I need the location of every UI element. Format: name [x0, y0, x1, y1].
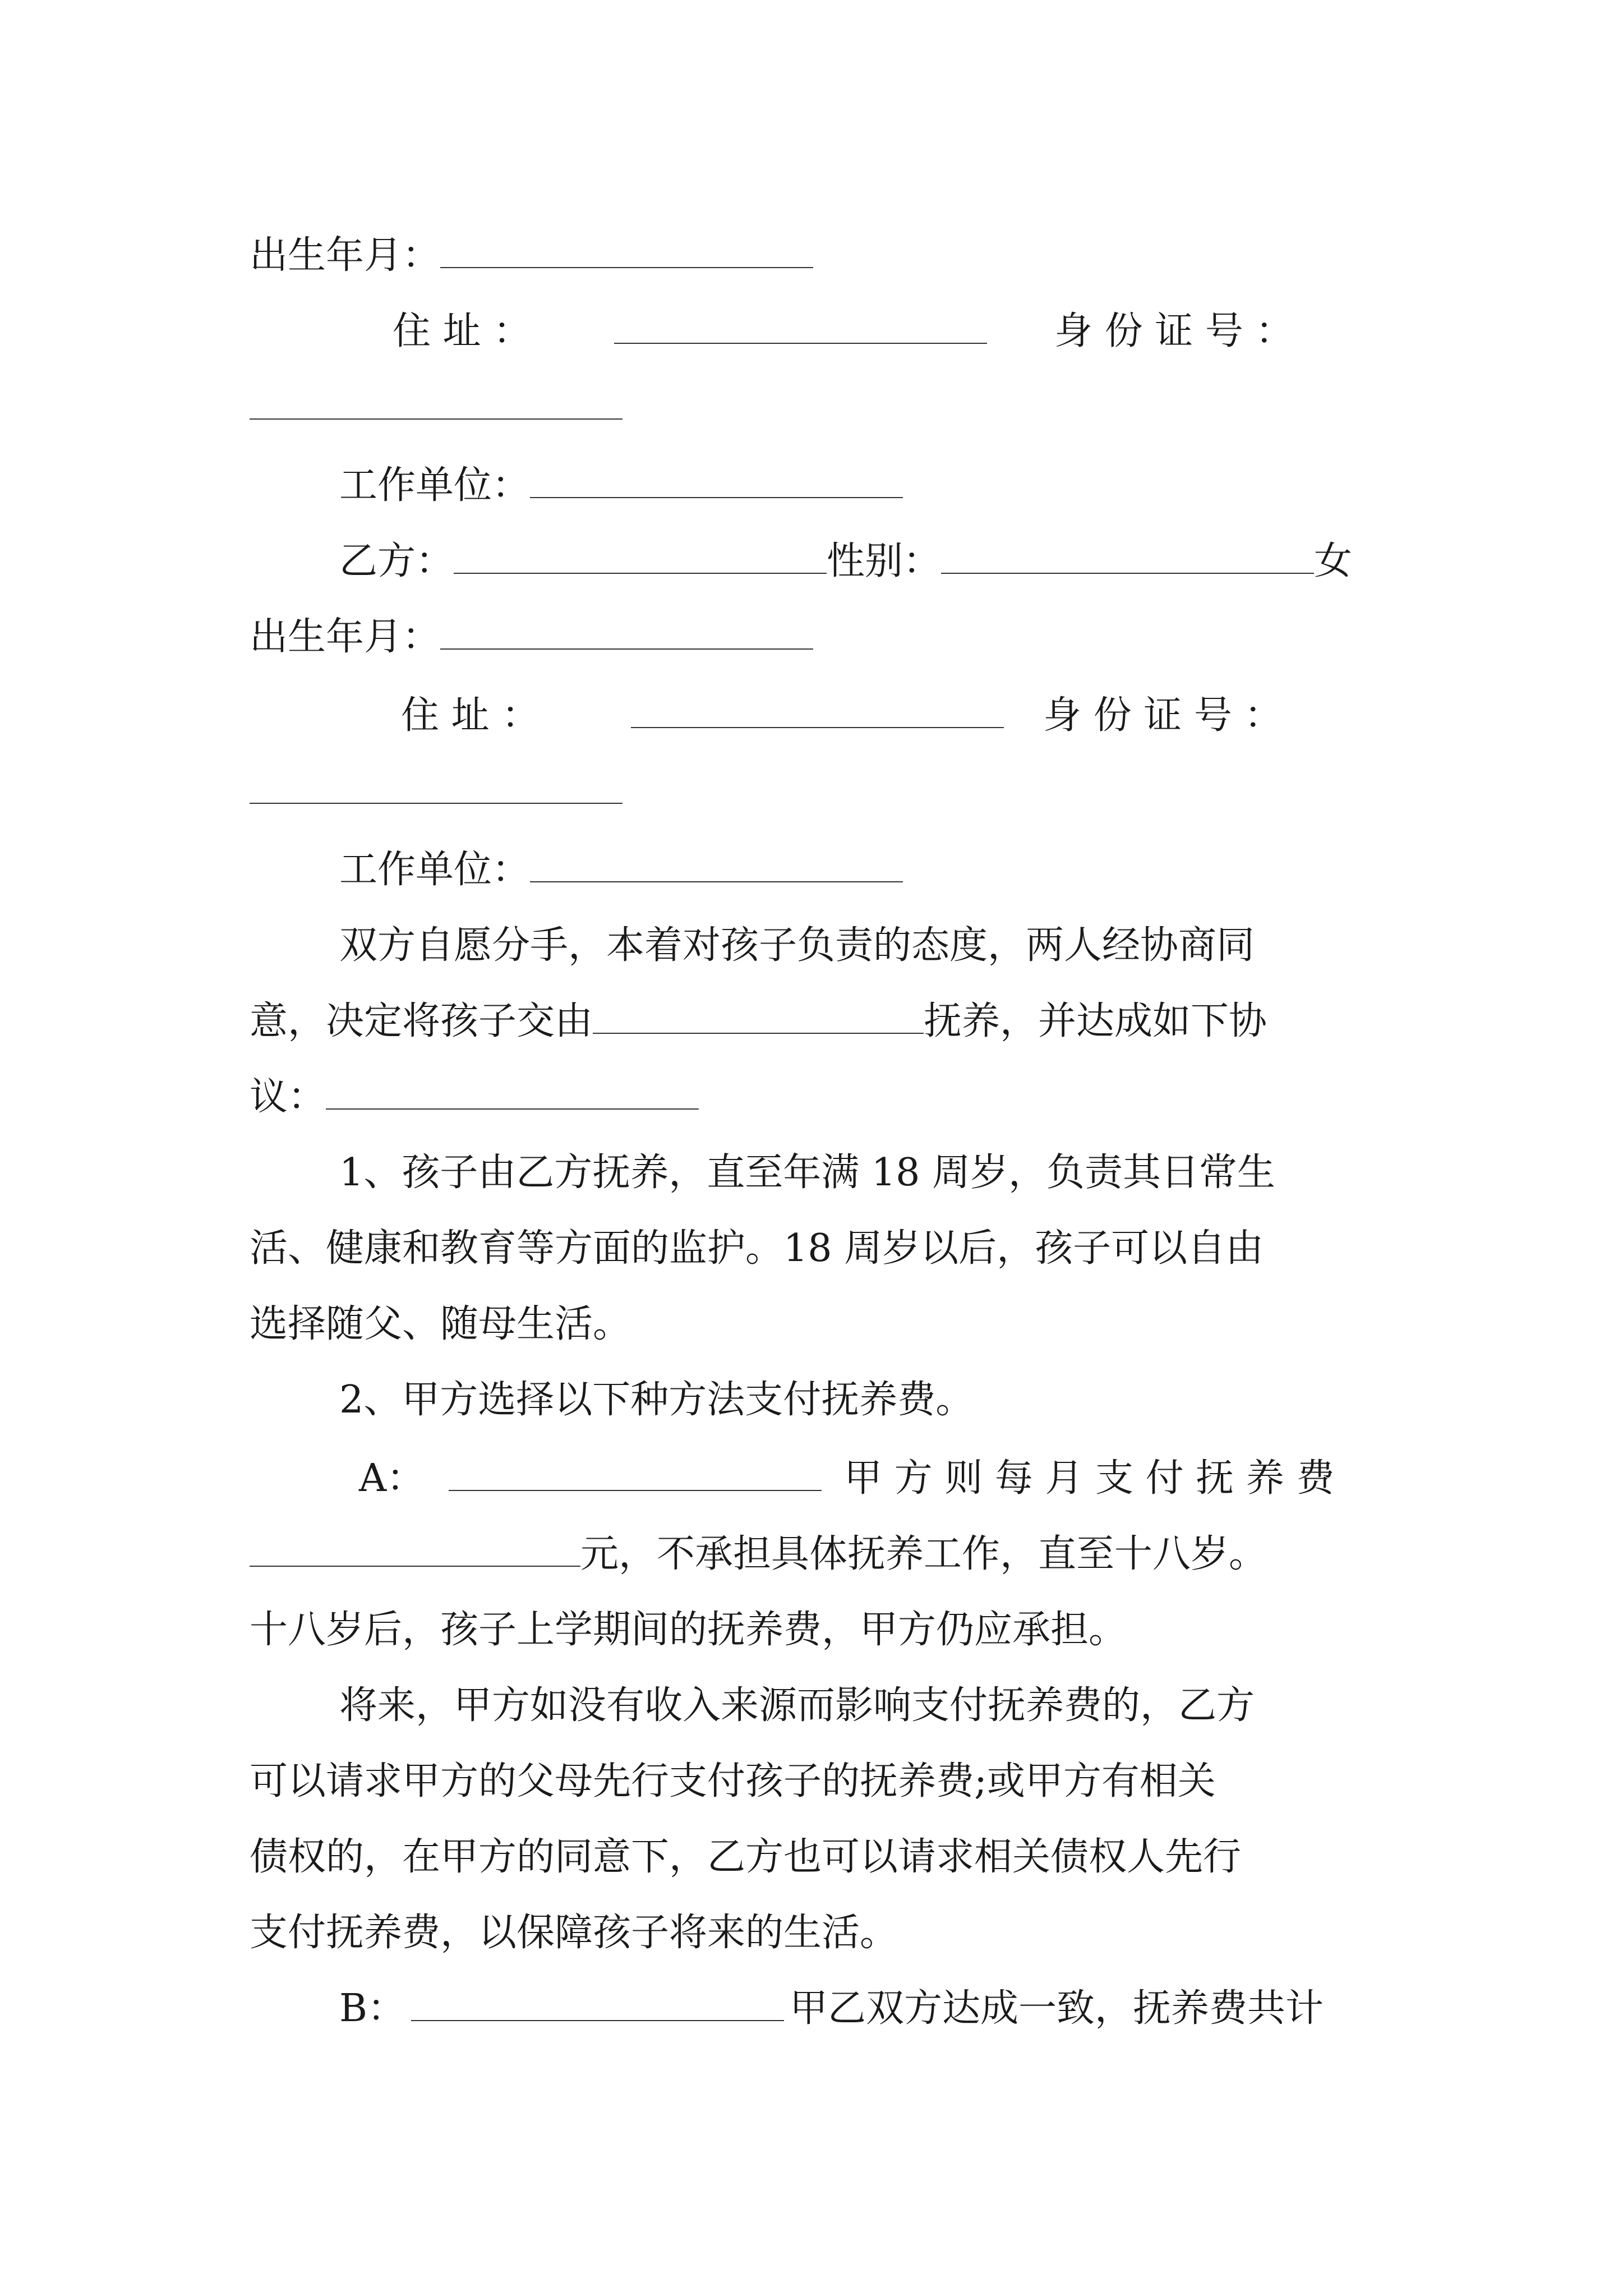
option-a-line-2: [250, 1512, 1267, 1576]
birth-date-blank[interactable]: [440, 648, 813, 650]
work-unit-line-2: [339, 827, 903, 892]
address-label: 住 址 ：: [393, 309, 532, 353]
paragraph-text: 将来，甲方如没有收入来源而影响支付抚养费的，乙方: [339, 1683, 1255, 1728]
option-a-blank-line: [449, 1436, 822, 1498]
paragraph-intro-line-2: [250, 979, 1267, 1041]
custodian-blank[interactable]: [593, 1033, 924, 1034]
option-a-label: A：: [359, 1456, 425, 1501]
address-blank[interactable]: [631, 727, 1004, 728]
gender-label: 性别：: [827, 539, 942, 583]
option-b-blank[interactable]: [411, 2020, 784, 2021]
option-a-line-3: [250, 1588, 1127, 1652]
clause-2-line: [339, 1358, 974, 1422]
work-unit-label: 工作单位：: [339, 848, 531, 892]
gender-value: 女: [1314, 539, 1353, 583]
agreement-blank[interactable]: [326, 1108, 699, 1110]
option-b-text: 甲乙双方达成一致，抚养费共计: [789, 1986, 1324, 2031]
id-number-line-2: [1043, 673, 1283, 738]
clause-text: 活、健康和教育等方面的监护。18 周岁以后，孩子可以自由: [250, 1226, 1264, 1271]
option-a-text: 元，不承担具体抚养工作，直至十八岁。: [580, 1532, 1267, 1576]
id-number-line-1: [1054, 289, 1293, 351]
party-b-blank[interactable]: [454, 573, 827, 574]
paragraph-intro-line-1: [339, 903, 1255, 968]
clause-1-line-1: [339, 1130, 1276, 1195]
future-line-4: [250, 1890, 898, 1955]
party-b-line: [339, 519, 1352, 581]
monthly-amount-blank[interactable]: [250, 1566, 580, 1567]
paragraph-text: 可以请求甲方的父母先行支付孩子的抚养费;或甲方有相关: [250, 1759, 1216, 1803]
option-a-text-line: [844, 1436, 1335, 1501]
id-number-label: 身 份 证 号 ：: [1043, 693, 1283, 738]
id-number-label: 身 份 证 号 ：: [1054, 309, 1294, 353]
clause-text: 2、甲方选择以下种方法支付抚养费。: [339, 1378, 974, 1422]
clause-text: 1、孩子由乙方抚养，直至年满 18 周岁，负责其日常生: [339, 1151, 1276, 1195]
birth-date-blank[interactable]: [440, 267, 813, 268]
birth-date-line-1: [250, 213, 813, 278]
option-a-text: 甲 方 则 每 月 支 付 抚 养 费: [844, 1456, 1335, 1501]
birth-date-line-2: [250, 595, 813, 659]
address-blank-line-1: [614, 289, 987, 351]
address-line-1: [393, 289, 531, 351]
address-label: 住 址 ：: [401, 693, 540, 738]
clause-1-line-2: [250, 1206, 1264, 1271]
clause-1-line-3: [250, 1282, 631, 1346]
option-b-line: [339, 1966, 1324, 2031]
option-a-blank[interactable]: [449, 1490, 822, 1491]
birth-date-label: 出生年月：: [250, 615, 441, 659]
address-blank-line-2: [631, 673, 1004, 735]
future-line-2: [250, 1739, 1216, 1801]
future-line-1: [339, 1663, 1255, 1728]
work-unit-line-1: [339, 443, 903, 508]
option-a-text: 十八岁后，孩子上学期间的抚养费，甲方仍应承担。: [250, 1608, 1127, 1652]
id-number-blank-line-1: [250, 365, 623, 426]
option-b-label: B：: [339, 1986, 405, 2031]
id-number-blank[interactable]: [250, 803, 623, 804]
gender-blank[interactable]: [941, 573, 1314, 574]
option-a-line-1: [359, 1436, 425, 1501]
work-unit-label: 工作单位：: [339, 463, 531, 508]
work-unit-blank[interactable]: [530, 881, 903, 882]
paragraph-text: 支付抚养费，以保障孩子将来的生活。: [250, 1911, 898, 1955]
work-unit-blank[interactable]: [530, 497, 903, 498]
address-blank[interactable]: [614, 343, 987, 344]
paragraph-text: 意，决定将孩子交由: [250, 999, 593, 1043]
paragraph-text: 双方自愿分手，本着对孩子负责的态度，两人经协商同: [339, 923, 1255, 968]
paragraph-text: 债权的，在甲方的同意下，乙方也可以请求相关债权人先行: [250, 1835, 1242, 1879]
future-line-3: [250, 1815, 1242, 1879]
paragraph-intro-line-3: [250, 1055, 699, 1119]
party-b-label: 乙方：: [339, 539, 454, 583]
paragraph-text: 议：: [250, 1075, 326, 1119]
id-number-blank-line-2: [250, 749, 623, 811]
id-number-blank[interactable]: [250, 418, 623, 420]
paragraph-text: 抚养，并达成如下协: [924, 999, 1267, 1043]
birth-date-label: 出生年月：: [250, 233, 441, 278]
clause-text: 选择随父、随母生活。: [250, 1302, 631, 1346]
address-line-2: [401, 673, 540, 738]
